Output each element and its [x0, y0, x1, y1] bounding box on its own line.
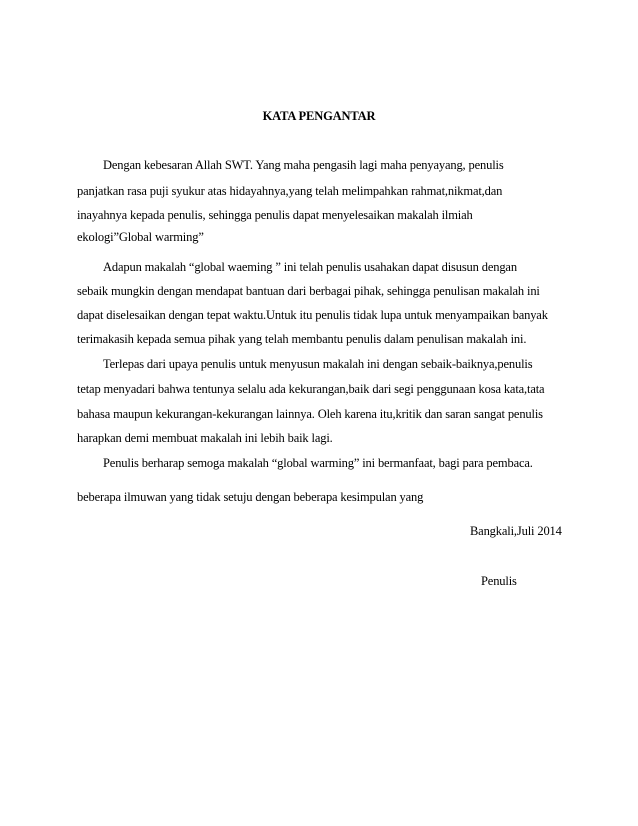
paragraph-1-line-4: ekologi”Global warming” [77, 230, 204, 244]
signature: Penulis [481, 574, 517, 588]
paragraph-3-line-3: bahasa maupun kekurangan-kekurangan lainnya. Oleh karena itu,kritik dan saran sangat penulis [77, 407, 543, 421]
date-line: Bangkali,Juli 2014 [470, 524, 562, 538]
paragraph-1-line-3: inayahnya kepada penulis, sehingga penulis dapat menyelesaikan makalah ilmiah [77, 208, 473, 222]
paragraph-5-line-1: beberapa ilmuwan yang tidak setuju dengan beberapa kesimpulan yang [77, 490, 424, 504]
paragraph-2-line-3: dapat diselesaikan dengan tepat waktu.Untuk itu penulis tidak lupa untuk menyampaikan banyak [77, 308, 548, 322]
paragraph-2-line-1: Adapun makalah “global waeming ” ini telah penulis usahakan dapat disusun dengan [103, 260, 517, 274]
paragraph-4-line-1: Penulis berharap semoga makalah “global warming” ini bermanfaat, bagi para pembaca. [103, 456, 533, 470]
page-title: KATA PENGANTAR [262, 109, 376, 123]
paragraph-3-line-1: Terlepas dari upaya penulis untuk menyusun makalah ini dengan sebaik-baiknya,penulis [103, 357, 533, 371]
paragraph-2-line-2: sebaik mungkin dengan mendapat bantuan dari berbagai pihak, sehingga penulisan makalah ini [77, 284, 540, 298]
paragraph-3-line-4: harapkan demi membuat makalah ini lebih baik lagi. [77, 431, 333, 445]
paragraph-2-line-4: terimakasih kepada semua pihak yang telah membantu penulis dalam penulisan makalah ini. [77, 332, 527, 346]
paragraph-3-line-2: tetap menyadari bahwa tentunya selalu ada kekurangan,baik dari segi penggunaan kosa kata,tata [77, 382, 545, 396]
paragraph-1-line-1: Dengan kebesaran Allah SWT. Yang maha pengasih lagi maha penyayang, penulis [103, 158, 504, 172]
paragraph-1-line-2: panjatkan rasa puji syukur atas hidayahnya,yang telah melimpahkan rahmat,nikmat,dan [77, 184, 503, 198]
